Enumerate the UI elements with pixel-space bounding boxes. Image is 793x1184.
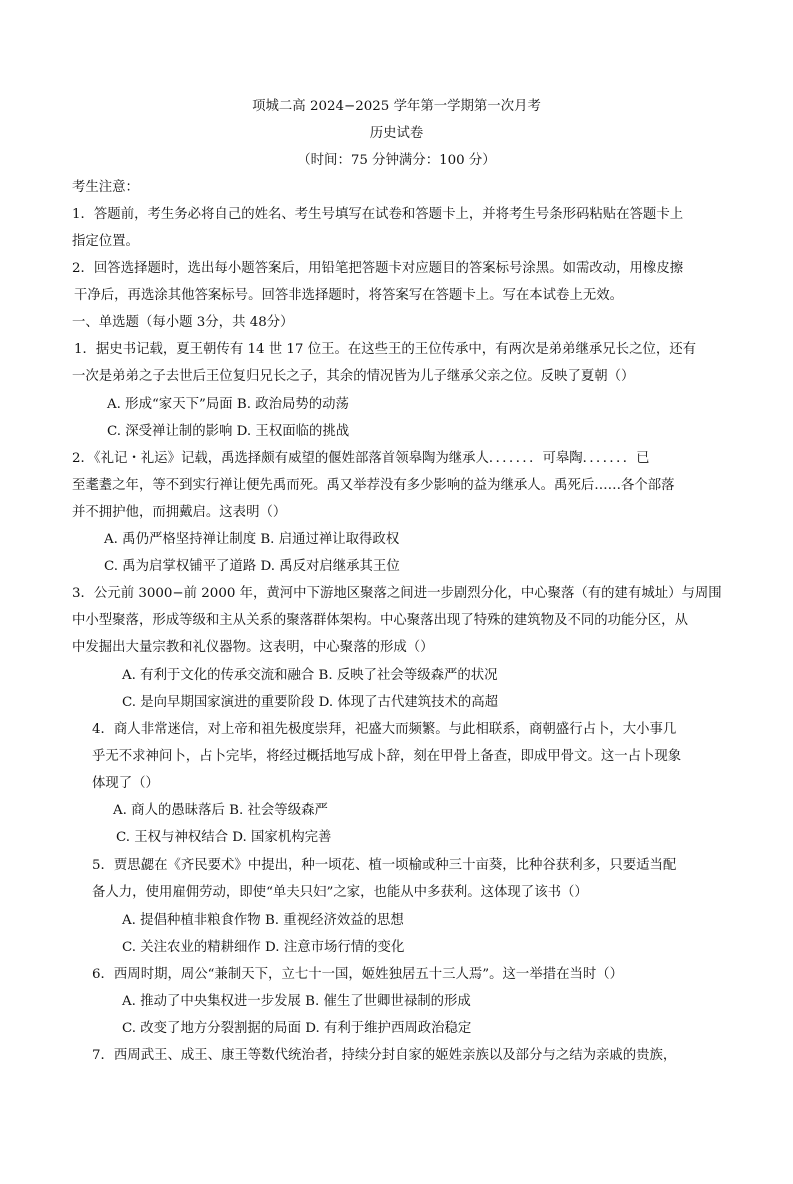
notice-item-1-line-1: 1．答题前，考生务必将自己的姓名、考生号填写在试卷和答题卡上，并将考生号条形码粘贴在答题卡上 <box>72 207 684 222</box>
section-title: 一、单选题（每小题 3分，共 48分） <box>72 315 294 330</box>
question-5-line-2: 备人力，使用雇佣劳动，即使“单夫只妇”之家，也能从中多获利。这体现了该书（） <box>92 885 588 900</box>
question-2-option-cd: C. 禹为启掌权铺平了道路 D. 禹反对启继承其王位 <box>104 559 400 574</box>
question-5-line-1: 5．贾思勰在《齐民要术》中提出，种一顷花、植一顷榆或种三十亩葵，比种谷获利多，只要适当配 <box>92 858 677 873</box>
question-4-line-3: 体现了（） <box>92 776 159 791</box>
question-4-option-cd: C. 王权与神权结合 D. 国家机构完善 <box>116 830 332 845</box>
question-3-line-3: 中发掘出大量宗教和礼仪器物。这表明，中心聚落的形成（） <box>72 640 434 655</box>
question-2-line-3: 并不拥护他，而拥戴启。这表明（） <box>72 505 287 520</box>
notice-item-2-line-2: 干净后，再选涂其他答案标号。回答非选择题时，将答案写在答题卡上。写在本试卷上无效。 <box>74 288 624 303</box>
notice-item-2-line-1: 2．回答选择题时，选出每小题答案后，用铅笔把答题卡对应题目的答案标号涂黑。如需改动，用橡皮擦 <box>72 261 684 276</box>
question-1-option-ab: A. 形成“家天下”局面 B. 政治局势的动荡 <box>107 397 349 412</box>
question-1-line-2: 一次是弟弟之子去世后王位复归兄长之子，其余的情况皆为儿子继承父亲之位。反映了夏朝（） <box>72 369 635 384</box>
question-6-option-cd: C. 改变了地方分裂割据的局面 D. 有利于维护西周政治稳定 <box>122 1021 472 1036</box>
question-6-option-ab: A. 推动了中央集权进一步发展 B. 催生了世卿世禄制的形成 <box>122 994 471 1009</box>
notice-heading: 考生注意： <box>72 180 139 195</box>
notice-item-1-line-2: 指定位置。 <box>72 234 139 249</box>
question-2-option-ab: A. 禹仍严格坚持禅让制度 B. 启通过禅让取得政权 <box>104 532 400 547</box>
question-4-option-ab: A. 商人的愚昧落后 B. 社会等级森严 <box>113 803 328 818</box>
question-3-line-1: 3．公元前 3000−前 2000 年，黄河中下游地区聚落之间进一步剧烈分化，中心聚落（有的建有城址）与周围 <box>72 586 722 601</box>
question-3-option-ab: A. 有利于文化的传承交流和融合 B. 反映了社会等级森严的状况 <box>122 668 498 683</box>
question-4-line-1: 4．商人非常迷信，对上帝和祖先极度崇拜，祀盛大而频繁。与此相联系，商朝盛行占卜，大小事几 <box>92 722 677 737</box>
question-1-option-cd: C. 深受禅让制的影响 D. 王权面临的挑战 <box>107 424 350 439</box>
exam-title: 项城二高 2024−2025 学年第一学期第一次月考 <box>252 99 541 114</box>
question-2-line-1: 2．《礼记・礼运》记载，禹选择颇有威望的偃姓部落首领皋陶为继承人．．．．．．．可皋陶．．．．．．．已 <box>72 451 650 466</box>
exam-subject: 历史试卷 <box>369 126 424 141</box>
question-4-line-2: 乎无不求神问卜，占卜完毕，将经过概括地写成卜辞，刻在甲骨上备查，即成甲骨文。这一占卜现象 <box>92 749 682 764</box>
question-5-option-cd: C. 关注农业的精耕细作 D. 注意市场行情的变化 <box>122 940 405 955</box>
question-3-line-2: 中小型聚落，形成等级和主从关系的聚落群体架构。中心聚落出现了特殊的建筑物及不同的功能分区，从 <box>72 613 688 628</box>
question-3-option-cd: C. 是向早期国家演进的重要阶段 D. 体现了古代建筑技术的高超 <box>122 695 499 710</box>
question-1-line-1: 1．据史书记载，夏王朝传有 14 世 17 位王。在这些王的王位传承中，有两次是弟弟继承兄长之位，还有 <box>74 342 697 357</box>
question-6-line-1: 6．西周时期，周公“兼制天下，立七十一国，姬姓独居五十三人焉”。这一举措在当时（） <box>92 967 624 982</box>
question-7-line-1: 7．西周武王、成王、康王等数代统治者，持续分封自家的姬姓亲族以及部分与之结为亲戚的贵族， <box>92 1048 677 1063</box>
exam-time-info: （时间：75 分钟满分：100 分） <box>297 153 496 168</box>
question-5-option-ab: A. 提倡种植非粮食作物 B. 重视经济效益的思想 <box>122 913 404 928</box>
question-2-line-2: 至耄耋之年，等不到实行禅让便先禹而死。禹又举荐没有多少影响的益为继承人。禹死后……各个部落 <box>72 478 675 493</box>
